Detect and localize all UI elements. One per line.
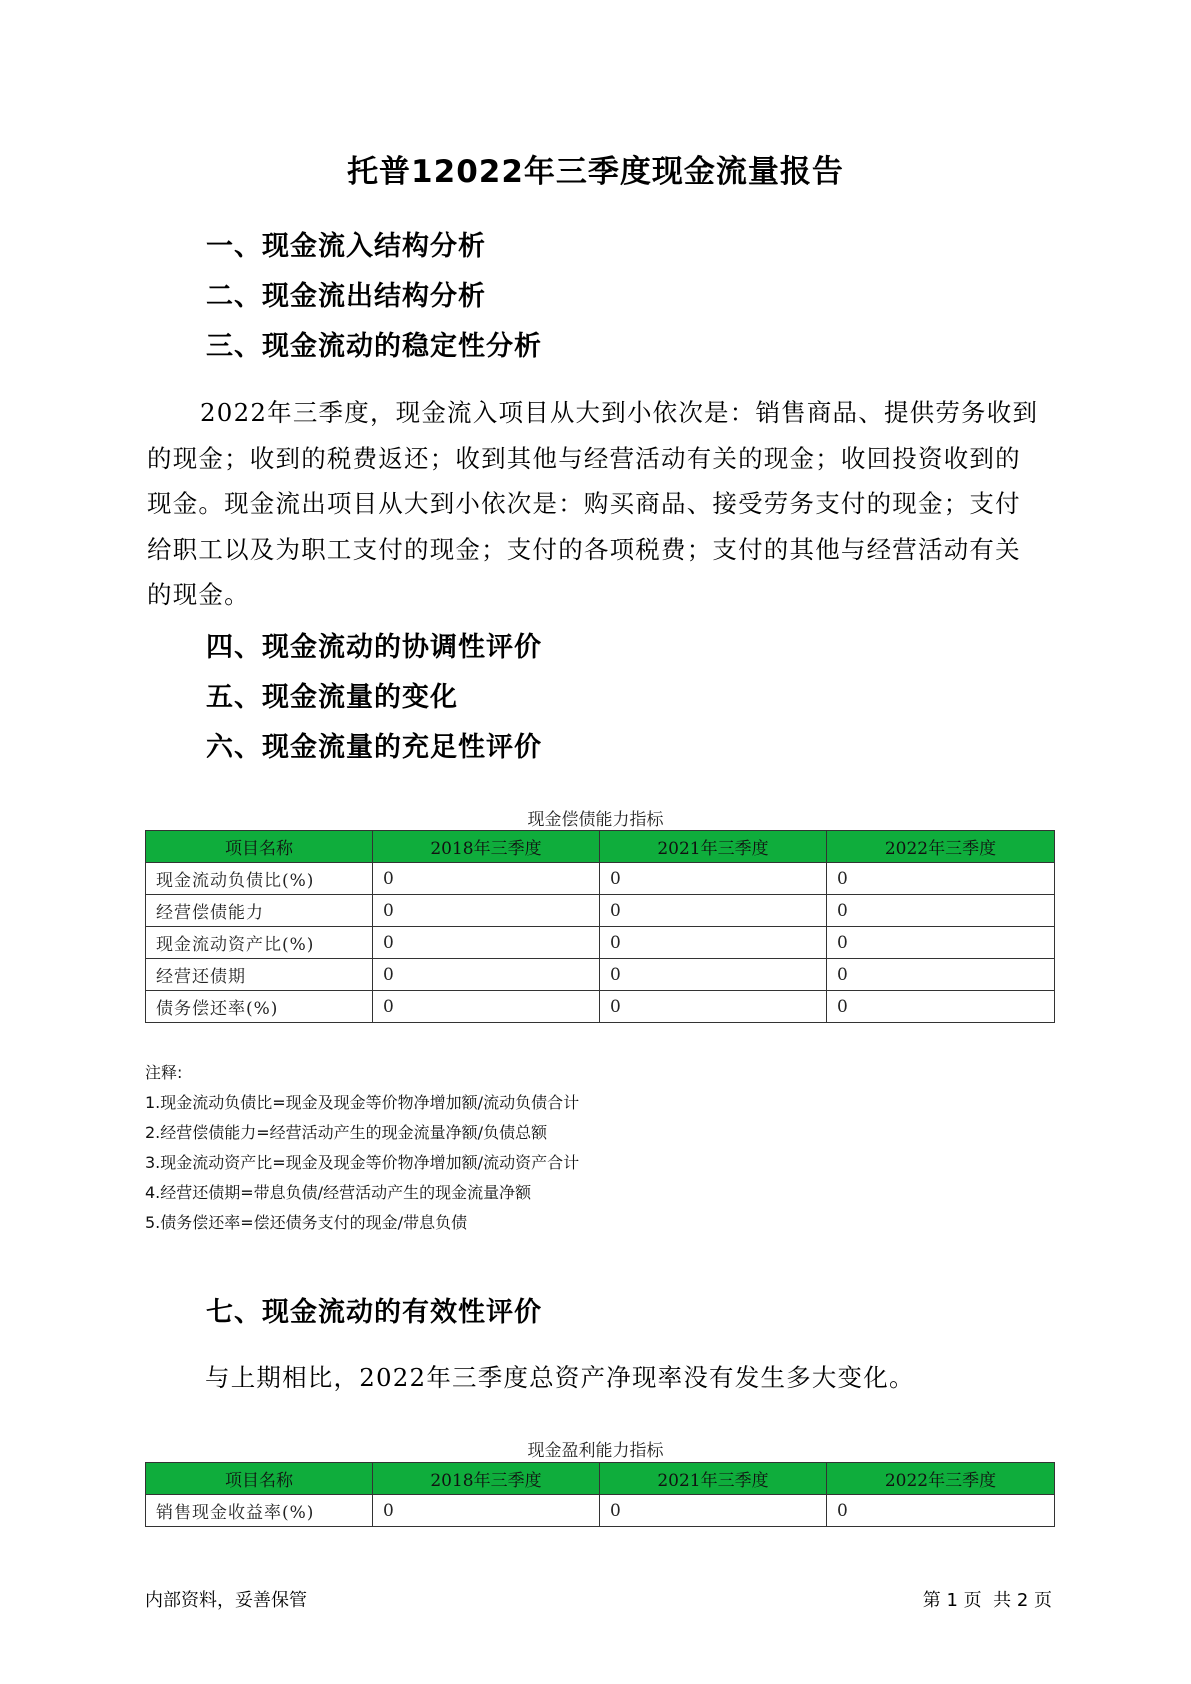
table-row [146,863,1055,895]
row-label: 经营偿债能力 [146,895,373,927]
column-header: 2021年三季度 [600,1463,827,1495]
table-cell: 0 [373,1495,600,1527]
solvency-table [145,830,1055,1023]
section-heading-2: 二、现金流出结构分析 [206,281,486,312]
table-row [146,959,1055,991]
table-row [146,927,1055,959]
footer-confidential: 内部资料，妥善保管 [145,1590,307,1611]
table-cell: 0 [600,927,827,959]
section-heading-1: 一、现金流入结构分析 [206,231,486,262]
table-cell: 0 [600,959,827,991]
column-header: 2022年三季度 [827,831,1055,863]
section-heading-5: 五、现金流量的变化 [206,682,458,713]
note-item: 2.经营偿债能力=经营活动产生的现金流量净额/负债总额 [145,1123,548,1142]
profitability-table [145,1462,1055,1527]
table-cell: 0 [600,991,827,1023]
section-heading-6: 六、现金流量的充足性评价 [206,732,542,763]
table-cell: 0 [827,895,1055,927]
row-label: 现金流动资产比(%) [146,927,373,959]
section-heading-3: 三、现金流动的稳定性分析 [206,331,542,362]
note-item: 1.现金流动负债比=现金及现金等价物净增加额/流动负债合计 [145,1093,580,1112]
column-header: 2018年三季度 [373,1463,600,1495]
column-header: 项目名称 [146,1463,373,1495]
table-cell: 0 [373,895,600,927]
table-row [146,1495,1055,1527]
table-cell: 0 [827,959,1055,991]
report-title: 托普12022年三季度现金流量报告 [347,154,844,190]
effectiveness-text: 与上期相比，2022年三季度总资产净现率没有发生多大变化。 [205,1363,915,1392]
section-heading-4: 四、现金流动的协调性评价 [206,632,542,663]
table-cell: 0 [827,927,1055,959]
table-cell: 0 [373,863,600,895]
table-row [146,991,1055,1023]
table-cell: 0 [600,863,827,895]
table-row [146,895,1055,927]
table1-caption: 现金偿债能力指标 [527,810,664,830]
stability-analysis-text: 2022年三季度，现金流入项目从大到小依次是：销售商品、提供劳务收到的现金；收到的税费返还；收到其他与经营活动有关的现金；收回投资收到的现金。现金流出项目从大到小依次是：购买商品、接受劳务支付的现金；支付给职工以及为职工支付的现金；支付的各项税费；支付的其他与经营活动有关的现金。 [147,398,1039,609]
column-header: 2021年三季度 [600,831,827,863]
row-label: 债务偿还率(%) [146,991,373,1023]
table2-caption: 现金盈利能力指标 [527,1441,664,1461]
table-cell: 0 [600,895,827,927]
table-header-row [146,1463,1055,1495]
section-heading-7: 七、现金流动的有效性评价 [206,1297,542,1328]
notes-heading: 注释: [145,1063,183,1082]
table-cell: 0 [827,991,1055,1023]
row-label: 经营还债期 [146,959,373,991]
footer-page-number: 第 1 页 共 2 页 [922,1590,1052,1611]
note-item: 3.现金流动资产比=现金及现金等价物净增加额/流动资产合计 [145,1153,580,1172]
table-header-row [146,831,1055,863]
notes-block [145,1058,579,1238]
column-header: 项目名称 [146,831,373,863]
note-item: 5.债务偿还率=偿还债务支付的现金/带息负债 [145,1213,468,1232]
table-cell: 0 [600,1495,827,1527]
column-header: 2022年三季度 [827,1463,1055,1495]
table-cell: 0 [373,991,600,1023]
row-label: 现金流动负债比(%) [146,863,373,895]
table-cell: 0 [827,1495,1055,1527]
column-header: 2018年三季度 [373,831,600,863]
table-cell: 0 [373,959,600,991]
row-label: 销售现金收益率(%) [146,1495,373,1527]
note-item: 4.经营还债期=带息负债/经营活动产生的现金流量净额 [145,1183,532,1202]
table-cell: 0 [373,927,600,959]
table-cell: 0 [827,863,1055,895]
